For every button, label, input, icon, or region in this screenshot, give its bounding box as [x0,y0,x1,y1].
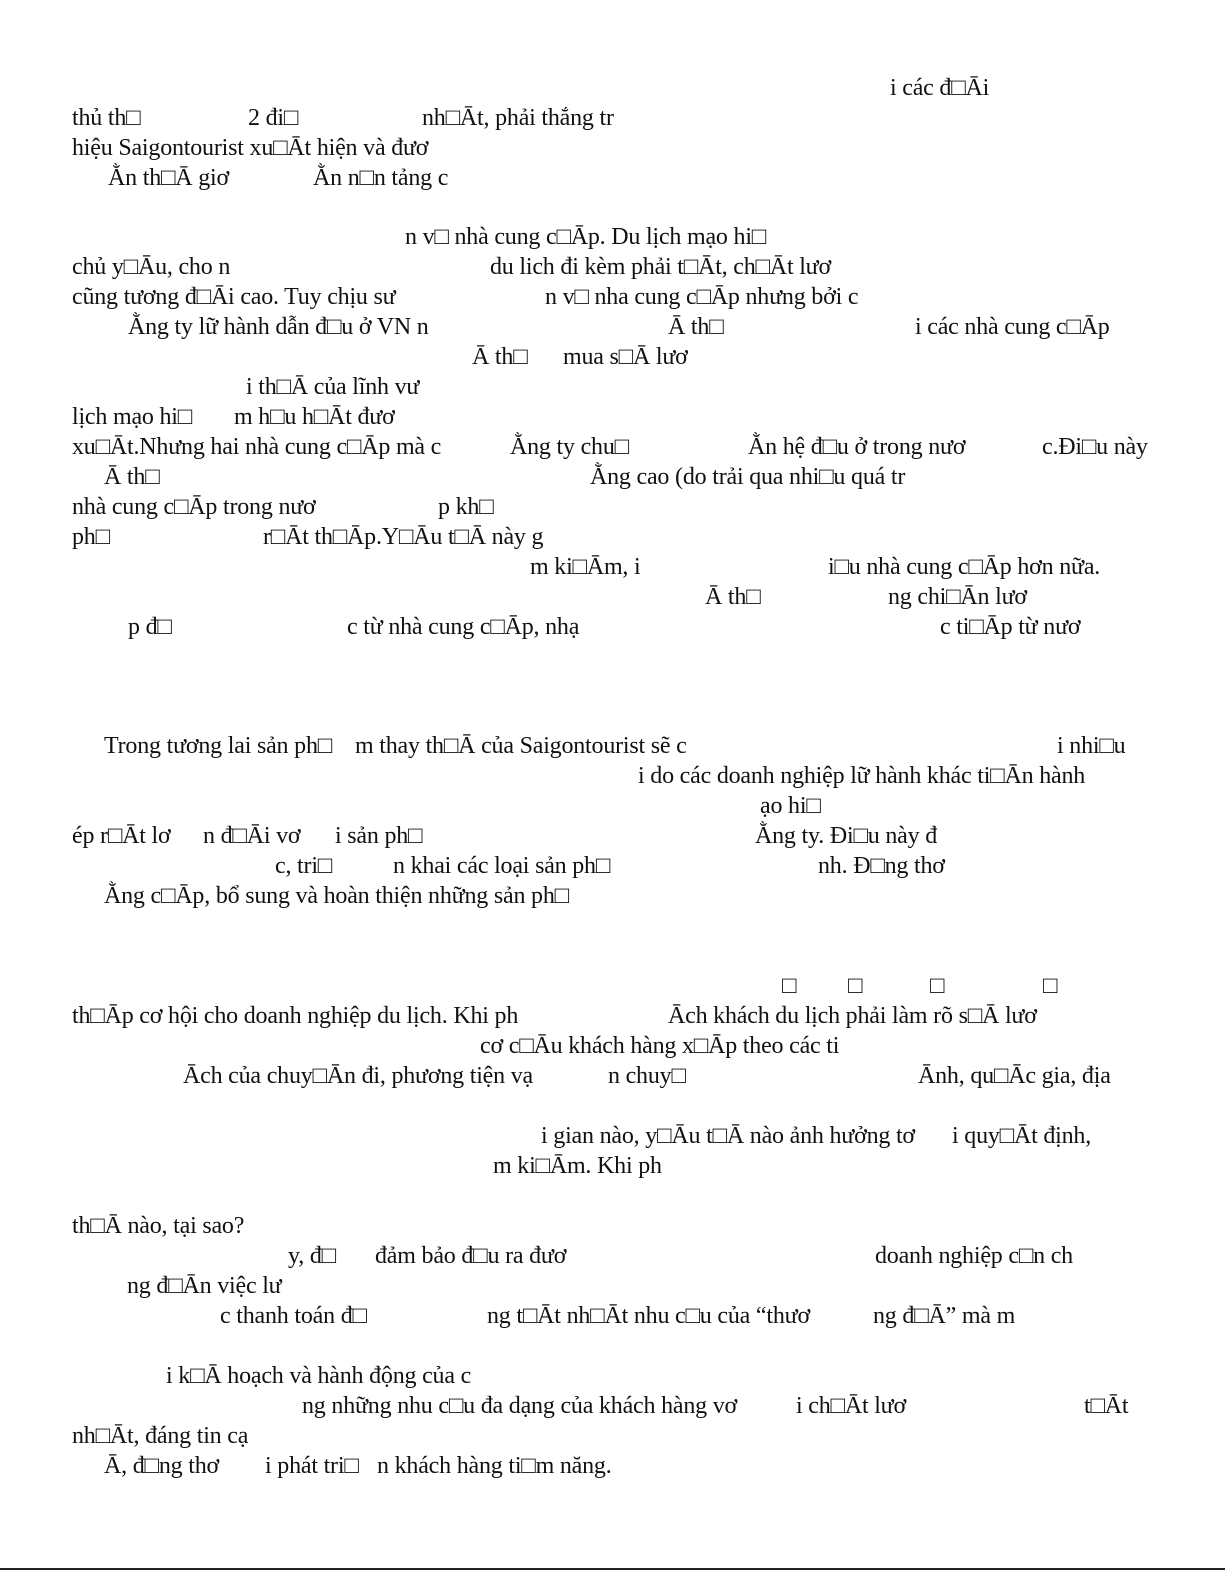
text-fragment: nh□Āt, đáng tin cạ [72,1423,249,1449]
text-fragment: Āch khách du lịch phải làm rõ s□Ā lươ [668,1003,1037,1029]
text-fragment: n v□ nha cung c□Āp nhưng bởi c [545,284,859,310]
text-fragment: n v□ nhà cung c□Āp. Du lịch mạo hi□ [405,224,767,250]
text-fragment: n khách hàng ti□m năng. [377,1453,612,1479]
text-fragment: nhà cung c□Āp trong nươ [72,494,316,520]
text-fragment: mua s□Ā lươ [563,344,688,370]
text-fragment: i quy□Āt định, [952,1123,1092,1149]
text-fragment: ng t□Āt nh□Āt nhu c□u của “thươ [487,1303,810,1329]
text-fragment: Ằng c□Āp, bổ sung và hoàn thiện những sản ph□ [104,883,569,909]
text-fragment: Āch của chuy□Ān đi, phương tiện vạ [183,1063,533,1089]
text-fragment: th□Āp cơ hội cho doanh nghiệp du lịch. Khi ph [72,1003,519,1029]
text-fragment: □ [1043,973,1058,999]
text-fragment: nh. Đ□ng thơ [818,853,945,879]
text-fragment: p đ□ [128,614,172,640]
text-fragment: c.Đi□u này [1042,434,1148,460]
text-fragment: chủ y□Āu, cho n [72,254,231,280]
text-fragment: □ [848,973,863,999]
text-fragment: i th□Ā của lĩnh vư [246,374,420,400]
text-fragment: Ằng ty chu□ [510,434,629,460]
text-fragment: c thanh toán đ□ [220,1303,367,1329]
text-fragment: i do các doanh nghiệp lữ hành khác ti□Ān hành [638,763,1086,789]
text-fragment: i các nhà cung c□Āp [915,314,1110,340]
text-fragment: r□Āt th□Āp.Y□Āu t□Ā này g [263,524,544,550]
text-fragment: m ki□Ām. Khi ph [493,1153,662,1179]
page-bottom-divider [0,1568,1225,1570]
text-fragment: ép r□Āt lơ [72,823,171,849]
text-fragment: thủ th□ [72,105,141,131]
text-fragment: Ằn th□Ā giơ [108,165,229,191]
text-fragment: p kh□ [438,494,494,520]
text-fragment: i□u nhà cung c□Āp hơn nữa. [828,554,1101,580]
text-fragment: Ằng ty. Đi□u này đ [755,823,937,849]
text-fragment: Ā, đ□ng thơ [104,1453,219,1479]
text-fragment: m thay th□Ā của Saigontourist sẽ c [355,733,687,759]
text-fragment: c ti□Āp từ nươ [940,614,1081,640]
text-fragment: n đ□Āi vơ [203,823,301,849]
text-fragment: Ằn hệ đ□u ở trong nươ [748,434,966,460]
text-fragment: nh□Āt, phải thắng tr [422,105,614,131]
text-fragment: □ [930,973,945,999]
text-fragment: th□Ā nào, tại sao? [72,1213,245,1239]
text-fragment: cơ c□Āu khách hàng x□Āp theo các ti [480,1033,840,1059]
text-fragment: Ằng cao (do trải qua nhi□u quá tr [590,464,906,490]
text-fragment: du lich đi kèm phải t□Āt, ch□Āt lươ [490,254,831,280]
text-fragment: ng những nhu c□u đa dạng của khách hàng vơ [302,1393,738,1419]
text-fragment: t□Āt [1084,1393,1129,1419]
text-fragment: y, đ□ [288,1243,336,1269]
text-fragment: ph□ [72,524,110,550]
text-fragment: i các đ□Āi [890,75,990,101]
text-fragment: m h□u h□Āt đươ [234,404,395,430]
text-fragment: Ā th□ [668,314,724,340]
text-fragment: Ānh, qu□Āc gia, địa [918,1063,1111,1089]
text-fragment: n chuy□ [608,1063,686,1089]
text-fragment: i gian nào, y□Āu t□Ā nào ảnh hưởng tơ [541,1123,915,1149]
text-fragment: i ch□Āt lươ [796,1393,906,1419]
text-fragment: đảm bảo đ□u ra đươ [375,1243,567,1269]
text-fragment: lịch mạo hi□ [72,404,193,430]
text-fragment: Ā th□ [472,344,528,370]
text-fragment: Ā th□ [104,464,160,490]
text-fragment: Trong tương lai sản ph□ [104,733,333,759]
text-fragment: ng chi□Ān lươ [888,584,1027,610]
text-fragment: i nhi□u [1057,733,1126,759]
text-fragment: Ằng ty lữ hành dẫn đ□u ở VN n [128,314,429,340]
text-fragment: cũng tương đ□Āi cao. Tuy chịu sư [72,284,396,310]
text-fragment: i phát tri□ [265,1453,359,1479]
text-fragment: c, tri□ [275,853,333,879]
text-fragment: ng đ□Ā” mà m [873,1303,1016,1329]
text-fragment: ng đ□Ān việc lư [127,1273,282,1299]
text-fragment: □ [782,973,797,999]
text-fragment: ạo hi□ [760,793,821,819]
text-fragment: c từ nhà cung c□Āp, nhạ [347,614,580,640]
text-fragment: n khai các loại sản ph□ [393,853,611,879]
text-fragment: doanh nghiệp c□n ch [875,1243,1073,1269]
text-fragment: Ằn n□n tảng c [313,165,449,191]
text-fragment: xu□Āt.Nhưng hai nhà cung c□Āp mà c [72,434,442,460]
text-fragment: i k□Ā hoạch và hành động của c [166,1363,472,1389]
text-fragment: i sản ph□ [335,823,423,849]
text-fragment: 2 đi□ [248,105,299,131]
text-fragment: m ki□Ām, i [530,554,641,580]
text-fragment: hiệu Saigontourist xu□Āt hiện và đươ [72,135,429,161]
text-fragment: Ā th□ [705,584,761,610]
